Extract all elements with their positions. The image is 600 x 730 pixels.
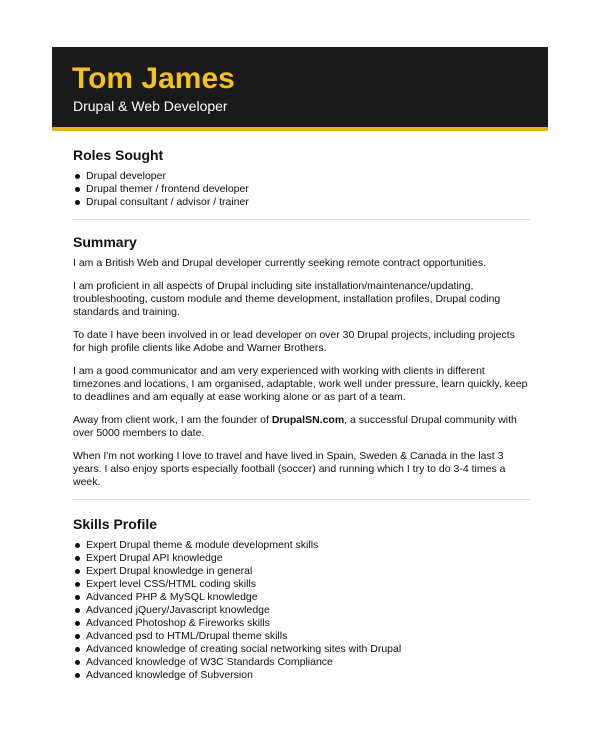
bullet-icon [75, 556, 80, 561]
summary-section [73, 233, 529, 489]
bullet-icon [75, 621, 80, 626]
bullet-icon [75, 647, 80, 652]
summary-paragraph: I am a good communicator and am very experienced with working with clients in different timezones and locations, I am organised, adaptable, work well under pressure, learn quickly, keep to deadlines and am equally at ease working alone or as part of a team. [73, 365, 528, 403]
list-item: Drupal themer / frontend developer [73, 183, 529, 196]
section-divider [72, 219, 530, 220]
bullet-icon [75, 187, 80, 192]
roles-heading: Roles Sought [73, 147, 164, 163]
list-item: Expert Drupal theme & module development skills [73, 539, 529, 552]
list-item: Advanced jQuery/Javascript knowledge [73, 604, 529, 617]
header-accent-rule [52, 127, 548, 131]
list-item: Drupal consultant / advisor / trainer [73, 196, 529, 209]
list-item: Drupal developer [73, 170, 529, 183]
drupalsn-link[interactable]: DrupalSN.com [271, 414, 345, 426]
resume-content [73, 146, 529, 682]
list-item: Expert Drupal API knowledge [73, 552, 529, 565]
summary-paragraph: I am proficient in all aspects of Drupal including site installation/maintenance/updating, troubleshooting, custom module and theme development, installation profiles, Drupal coding standards and training. [73, 280, 501, 318]
list-item: Advanced knowledge of creating social networking sites with Drupal [73, 643, 529, 656]
skills-section [73, 515, 529, 682]
summary-heading: Summary [73, 234, 137, 250]
roles-list [73, 170, 529, 209]
list-item: Advanced knowledge of W3C Standards Compliance [73, 656, 529, 669]
list-item: Expert level CSS/HTML coding skills [73, 578, 529, 591]
bullet-icon [75, 582, 80, 587]
list-item: Advanced knowledge of Subversion [73, 669, 529, 682]
bullet-icon [75, 595, 80, 600]
list-item: Expert Drupal knowledge in general [73, 565, 529, 578]
header-banner [52, 47, 548, 127]
bullet-icon [75, 569, 80, 574]
summary-paragraph: To date I have been involved in or lead developer on over 30 Drupal projects, including projects for high profile clients like Adobe and Warner Brothers. [73, 329, 515, 354]
bullet-icon [75, 200, 80, 205]
section-divider [72, 499, 530, 500]
roles-section [73, 146, 529, 209]
list-item: Advanced PHP & MySQL knowledge [73, 591, 529, 604]
summary-paragraph: I am a British Web and Drupal developer currently seeking remote contract opportunities. [73, 257, 487, 269]
candidate-name: Tom James [72, 62, 235, 95]
bullet-icon [75, 543, 80, 548]
skills-list [73, 539, 529, 682]
candidate-title: Drupal & Web Developer [73, 98, 228, 114]
summary-paragraph: When I'm not working I love to travel and have lived in Spain, Sweden & Canada in the last 3 years. I also enjoy sports especially football (soccer) and running which I try to do 3-4 times a week. [73, 450, 506, 488]
bullet-icon [75, 634, 80, 639]
bullet-icon [75, 673, 80, 678]
bullet-icon [75, 608, 80, 613]
list-item: Advanced Photoshop & Fireworks skills [73, 617, 529, 630]
bullet-icon [75, 660, 80, 665]
bullet-icon [75, 174, 80, 179]
skills-heading: Skills Profile [73, 516, 158, 532]
summary-paragraph: Away from client work, I am the founder of DrupalSN.com, a successful Drupal community with over 5000 members to date. [73, 414, 517, 439]
list-item: Advanced psd to HTML/Drupal theme skills [73, 630, 529, 643]
